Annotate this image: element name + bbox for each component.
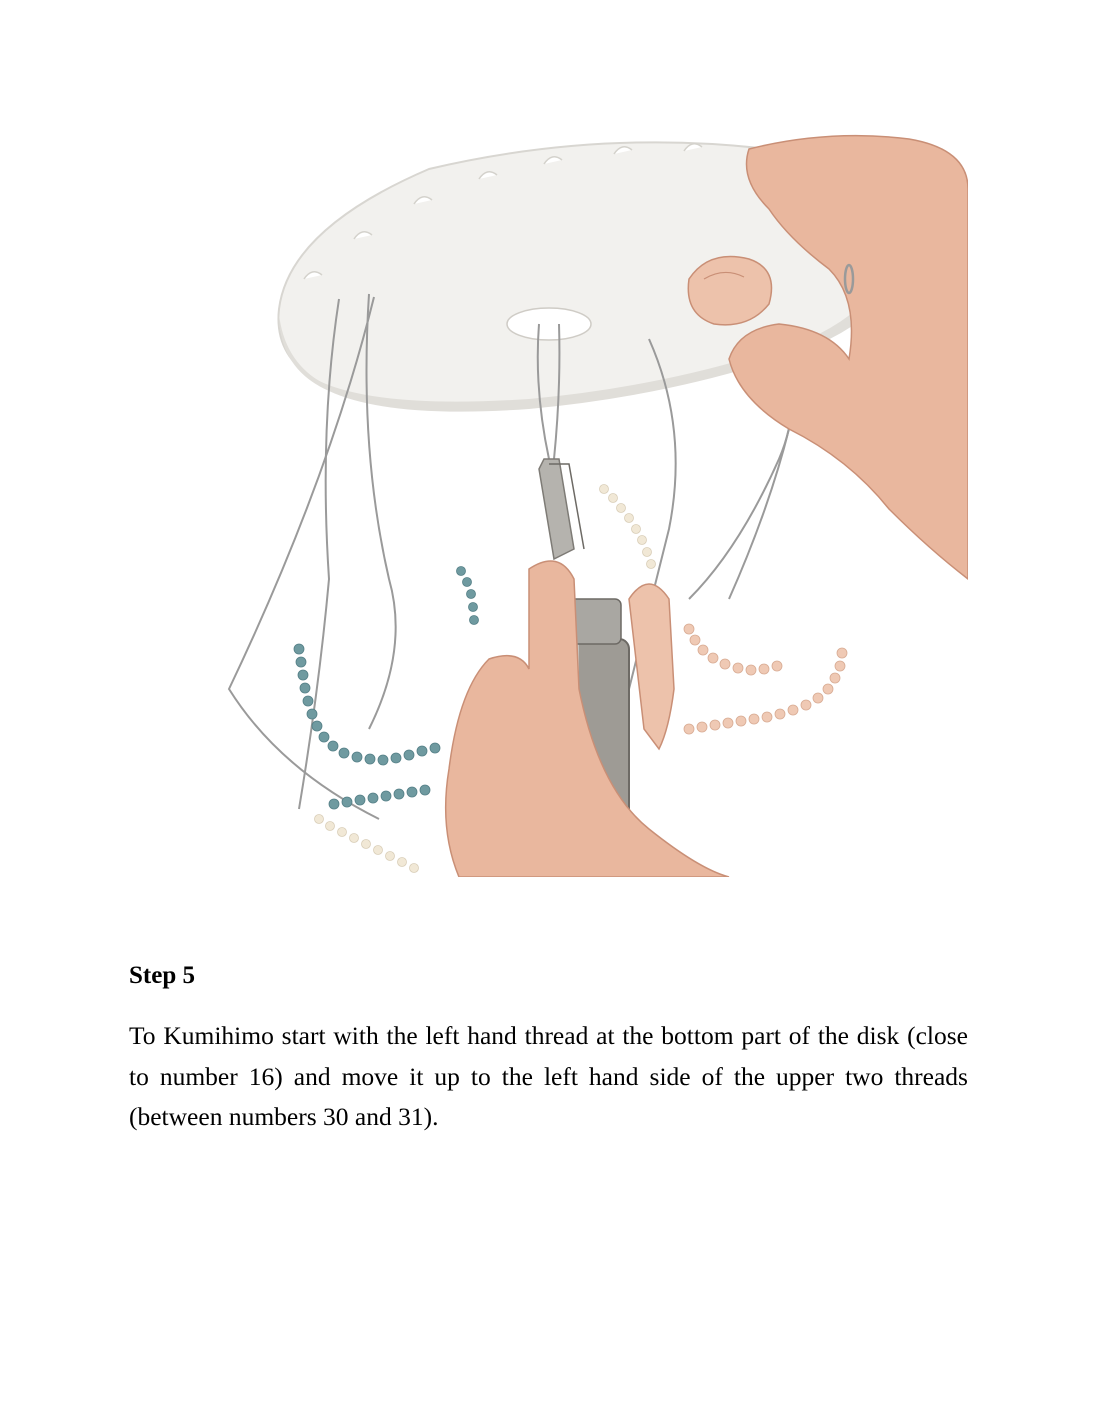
step-heading: Step 5 <box>129 962 195 989</box>
instruction-photo <box>129 129 968 877</box>
kumihimo-photo-illustration <box>129 129 968 877</box>
step-instruction-text: To Kumihimo start with the left hand thread at the bottom part of the disk (close to number 16) and move it up to the left hand side of the upper two threads (between numbers 30 and 31). <box>129 1021 968 1131</box>
